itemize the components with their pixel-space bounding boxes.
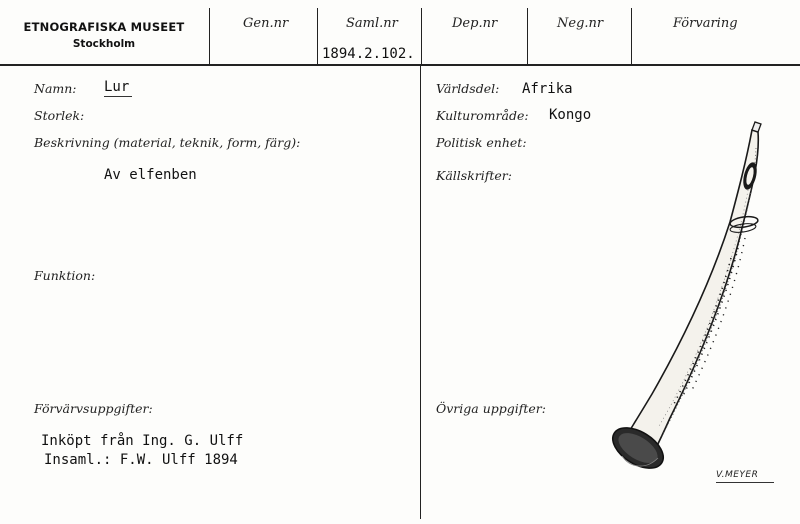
namn-underline: [104, 96, 132, 97]
gen-nr-label: Gen.nr: [243, 16, 289, 31]
header-bottom-rule: [0, 64, 800, 66]
saml-nr-label: Saml.nr: [346, 16, 398, 31]
forvaring-label: Förvaring: [673, 16, 738, 31]
saml-nr-value: 1894.2.102.: [322, 46, 415, 62]
museum-name: ETNOGRAFISKA MUSEET: [23, 20, 185, 34]
forvarv-label: Förvärvsuppgifter:: [34, 401, 153, 416]
varldsdel-label: Världsdel:: [436, 81, 500, 96]
header-divider-2: [317, 8, 318, 64]
beskrivning-value: Av elfenben: [104, 167, 197, 183]
body-center-divider: [420, 64, 421, 519]
header-divider-1: [209, 8, 210, 64]
storlek-label: Storlek:: [34, 108, 85, 123]
forvarv-line-2: Insaml.: F.W. Ulff 1894: [44, 452, 238, 468]
varldsdel-value: Afrika: [522, 81, 573, 97]
museum-city: Stockholm: [72, 38, 136, 50]
forvarv-line-1: Inköpt från Ing. G. Ulff: [41, 433, 244, 449]
header-divider-3: [421, 8, 422, 64]
namn-label: Namn:: [34, 81, 77, 96]
beskrivning-label: Beskrivning (material, teknik, form, färg):: [34, 135, 301, 150]
header-divider-5: [631, 8, 632, 64]
illustrator-signature: V.MEYER: [716, 470, 759, 480]
ovriga-label: Övriga uppgifter:: [436, 401, 546, 416]
header-museum-cell: [0, 0, 209, 64]
politisk-label: Politisk enhet:: [436, 135, 527, 150]
ivory-horn-drawing: [600, 118, 790, 498]
kulturomrade-label: Kulturområde:: [436, 108, 529, 123]
kallskrifter-label: Källskrifter:: [436, 168, 512, 183]
kulturomrade-value: Kongo: [549, 107, 592, 123]
dep-nr-label: Dep.nr: [452, 16, 498, 31]
funktion-label: Funktion:: [34, 268, 96, 283]
namn-value: Lur: [104, 79, 130, 95]
signature-underline: [716, 482, 774, 483]
header-divider-4: [527, 8, 528, 64]
neg-nr-label: Neg.nr: [557, 16, 604, 31]
